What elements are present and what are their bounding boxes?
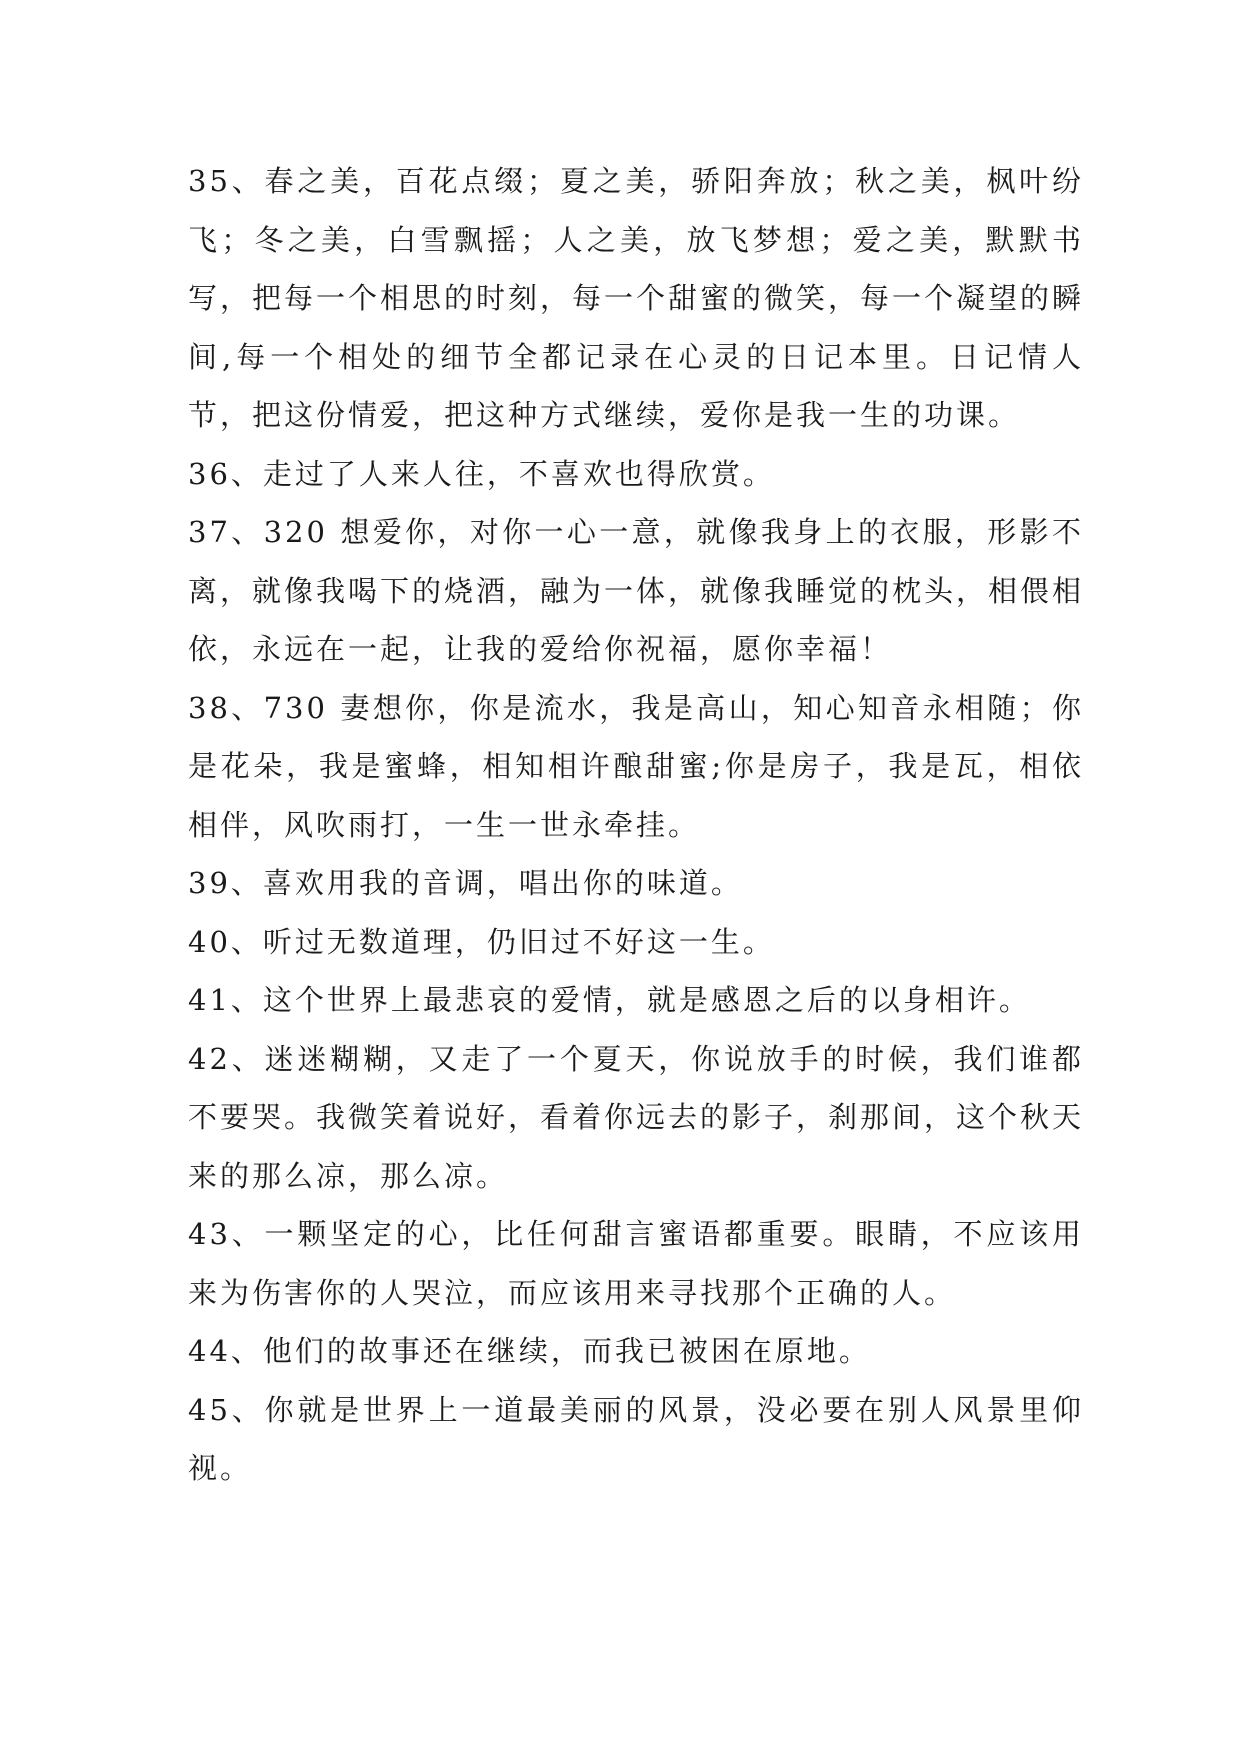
paragraph-37: 37、320 想爱你，对你一心一意，就像我身上的衣服，形影不离，就像我喝下的烧酒，融为一体，就像我睡觉的枕头，相偎相依，永远在一起，让我的爱给你祝福，愿你幸福！ [188, 515, 1085, 666]
paragraph-44: 44、他们的故事还在继续，而我已被困在原地。 [188, 1334, 871, 1368]
paragraph-38: 38、730 妻想你，你是流水，我是高山，知心知音永相随；你是花朵，我是蜜蜂，相知相许酿甜蜜;你是房子，我是瓦，相依相伴，风吹雨打，一生一世永牵挂。 [188, 690, 1084, 842]
paragraph-39: 39、喜欢用我的音调，唱出你的味道。 [188, 866, 743, 900]
paragraph-35: 35、春之美，百花点缀；夏之美，骄阳奔放；秋之美，枫叶纷飞；冬之美，白雪飘摇；人之美，放飞梦想；爱之美，默默书写，把每一个相思的时刻，每一个甜蜜的微笑，每一个凝望的瞬间,每一个相处的细节全都记录在心灵的日记本里。日记情人节，把这份情爱，把这种方式继续，爱你是我一生的功课。 [188, 164, 1085, 432]
paragraph-41: 41、这个世界上最悲哀的爱情，就是感恩之后的以身相许。 [188, 983, 1031, 1017]
paragraph-40: 40、听过无数道理，仍旧过不好这一生。 [188, 924, 775, 959]
document-page [188, 152, 1084, 1498]
paragraph-42: 42、迷迷糊糊，又走了一个夏天，你说放手的时候，我们谁都不要哭。我微笑着说好，看着你远去的影子，刹那间，这个秋天来的那么凉，那么凉。 [188, 1041, 1085, 1193]
paragraph-36: 36、走过了人来人往，不喜欢也得欣赏。 [188, 456, 775, 491]
paragraph-45: 45、你就是世界上一道最美丽的风景，没必要在别人风景里仰视。 [188, 1392, 1084, 1485]
paragraph-43: 43、一颗坚定的心，比任何甜言蜜语都重要。眼睛，不应该用来为伤害你的人哭泣，而应该用来寻找那个正确的人。 [188, 1217, 1084, 1310]
